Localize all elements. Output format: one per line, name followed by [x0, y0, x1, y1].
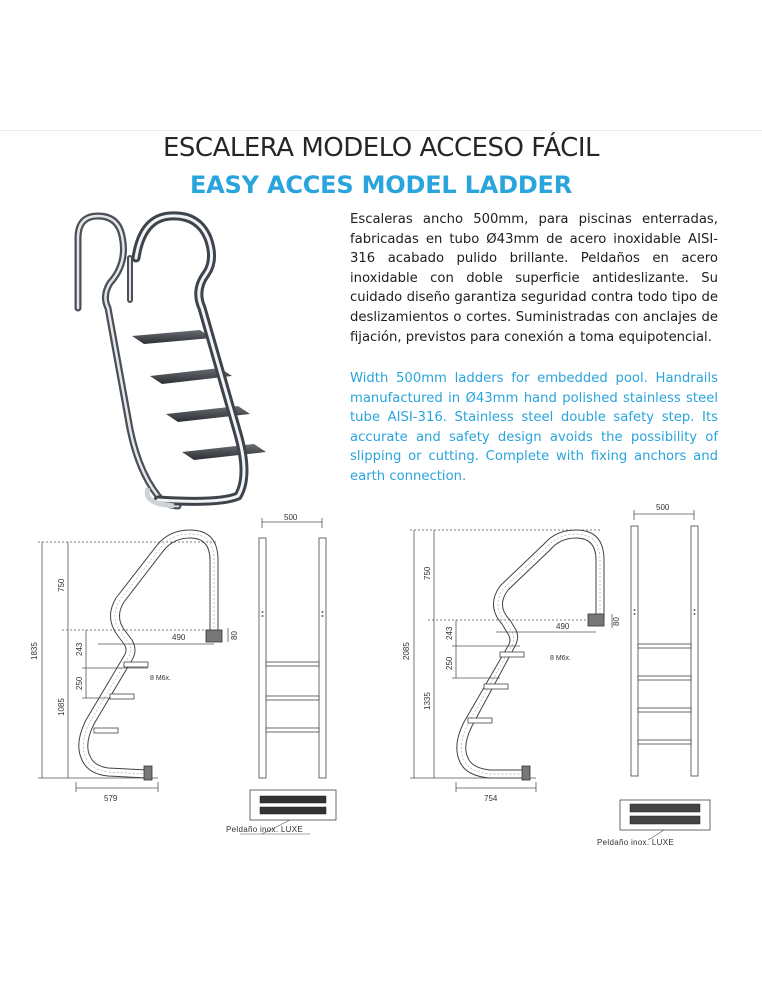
step-label-left: Peldaño inox. LUXE: [226, 825, 304, 834]
dim-bolt: 8 M6x.: [550, 655, 572, 662]
dim-upper: 750: [423, 566, 432, 580]
dim-base: 579: [104, 794, 118, 803]
dim-step1: 243: [445, 626, 454, 640]
dim-total-height: 2085: [402, 642, 411, 660]
dim-bolt: 8 M6x.: [150, 675, 172, 682]
description-spanish: Escaleras ancho 500mm, para piscinas enterradas, fabricadas en tubo Ø43mm de acero inoxidable AISI-316 acabado pulido brillante. Peldaños en acero inoxidable con doble superficie antideslizante. Su cuidado diseño garantiza seguridad contra todo tipo de deslizamientos o cortes. Suministradas con anclajes de fijación, previstos para conexión a toma equipotencial.: [350, 212, 718, 345]
ladder-photo: [70, 208, 285, 518]
dim-lower: 1085: [57, 698, 66, 716]
dim-top-offset: 80: [230, 631, 239, 640]
dim-upper: 750: [57, 578, 66, 592]
dim-base: 754: [484, 794, 498, 803]
description-english: Width 500mm ladders for embedded pool. Handrails manufactured in Ø43mm hand polished stainless steel tube AISI-316. Stainless steel double safety step. Its accurate and safety design avoids the possibility of slipping or cutting. Complete with fixing anchors and earth connection.: [350, 371, 718, 484]
dim-reach: 490: [556, 622, 570, 631]
title-english: EASY ACCES MODEL LADDER: [189, 171, 573, 199]
drawing-left-side-view: [28, 520, 240, 810]
dim-reach: 490: [172, 633, 186, 642]
dim-width: 500: [656, 503, 670, 512]
dim-lower: 1335: [423, 692, 432, 710]
drawing-left-front-view: [240, 512, 350, 852]
dim-step2: 250: [445, 656, 454, 670]
dim-step2: 250: [75, 676, 84, 690]
drawing-right-side-view: [400, 520, 622, 810]
dim-total-height: 1835: [30, 642, 39, 660]
dim-step1: 243: [75, 642, 84, 656]
dim-top-offset: 80: [612, 617, 621, 626]
top-divider: [0, 130, 762, 131]
dim-width: 500: [284, 513, 298, 522]
step-label-right: Peldaño inox. LUXE: [597, 838, 675, 847]
drawing-right-front-view: [612, 500, 722, 840]
title-spanish: ESCALERA MODELO ACCESO FÁCIL: [163, 133, 599, 163]
